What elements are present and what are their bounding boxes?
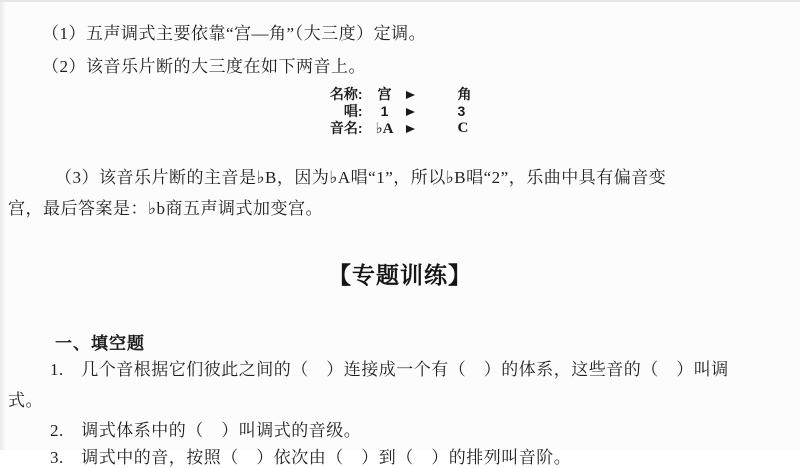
answer-item-2: （2）该音乐片断的大三度在如下两音上。 [42, 57, 366, 76]
diagram-row-solfege [311, 101, 490, 118]
answer-item-1: （1）五声调式主要依靠“宫—角”（大三度）定调。 [42, 24, 427, 43]
diagram-row-names [311, 84, 490, 101]
question-1-line1: 1. 几个音根据它们彼此之间的（ ）连接成一个有（ ）的体系，这些音的（ ）叫调 [50, 360, 729, 379]
diagram-to-value: 3 [457, 103, 466, 119]
question-2: 2. 调式体系中的（ ）叫调式的音级。 [50, 421, 362, 440]
answer-item-3-line2: 宫，最后答案是：♭b商五声调式加变宫。 [8, 199, 324, 218]
diagram-row-note-names [311, 118, 490, 135]
diagram-from-value: 1 [380, 103, 389, 119]
diagram-to-value: 角 [457, 86, 472, 102]
question-3-partially-cut: 3. 调式中的音，按照（ ）依次由（ ）到（ ）的排列叫音阶。 [50, 448, 572, 467]
page-top-edge-line [0, 0, 800, 2]
interval-diagram [0, 84, 800, 135]
diagram-from-value: ♭A [375, 120, 394, 137]
question-1-line2: 式。 [8, 391, 43, 410]
diagram-to-value: C [457, 119, 469, 136]
diagram-label: 唱: [343, 103, 363, 119]
section-heading: 【专题训练】 [328, 262, 472, 288]
subsection-title-fill-in-blanks: 一、填空题 [55, 334, 145, 353]
page-left-edge-shadow [0, 0, 6, 450]
diagram-label: 音名: [329, 120, 363, 136]
answer-item-3-line1: （3）该音乐片断的主音是♭B，因为♭A唱“1”，所以♭B唱“2”，乐曲中具有偏音变 [55, 168, 667, 187]
diagram-from-value: 宫 [377, 86, 392, 102]
answer-item-3 [8, 162, 666, 224]
diagram-label: 名称: [329, 86, 363, 102]
